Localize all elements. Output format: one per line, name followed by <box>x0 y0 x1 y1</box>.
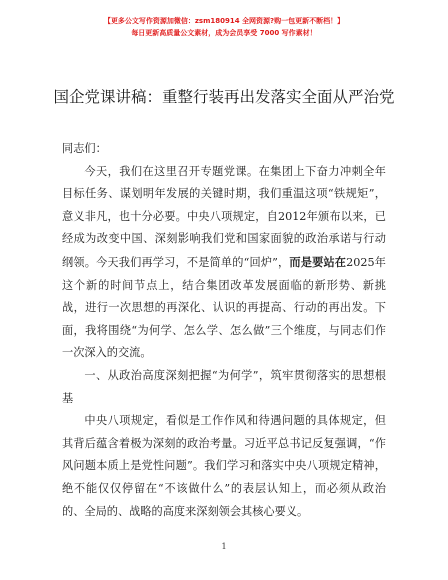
section-heading-1: 一、从政治高度深刻把握“为何学”，筑牢贯彻落实的思想根基 <box>62 368 386 405</box>
promo-banner-line-2: 每日更新高质量公文素材，成为会员享受 7000 写作素材！ <box>131 29 317 37</box>
document-title: 国企党课讲稿：重整行装再出发落实全面从严治党 <box>53 88 395 106</box>
paragraph-intro-bold: 而是要站在 <box>289 254 347 269</box>
greeting: 同志们： <box>62 142 107 155</box>
promo-banner-line-1: 【更多公文写作资源加微信：zsm180914 全网资源?购一包更新不断档！】 <box>103 17 345 25</box>
paragraph-intro <box>62 161 386 365</box>
paragraph-intro-text: 今天，我们在这里召开专题党课。在集团上下奋力冲刺全年目标任务、谋划明年发展的关键时期，我们重温这项“铁规矩”，意义非凡，也十分必要。中央八项规定，自2012年颁布以来，已经成为改变中国、深刻影响我们党和国家面貌的政治承诺与行动纲领。今天我们再学习，不是简单的“回炉”， <box>62 164 386 269</box>
document-body <box>62 138 386 523</box>
paragraph-intro-rest: 2025年这个新的时间节点上，结合集团改革发展面临的新形势、新挑战，进行一次思想的再深化、认识的再提高、行动的再出发。下面，我将围绕“为何学、怎么学、怎么做”三个维度，与同志们作一次深入的交流。 <box>62 255 386 360</box>
paragraph-section-1: 中央八项规定，看似是工作作风和待遇问题的具体规定，但其背后蕴含着极为深刻的政治考量。习近平总书记反复强调，“作风问题本质上是党性问题”。我们学习和落实中央八项规定精神，绝不能仅仅停留在“不该做什么”的表层认知上，而必须从政治的、全局的、战略的高度来深刻领会其核心要义。 <box>62 414 386 518</box>
page-number: 1 <box>221 542 227 551</box>
